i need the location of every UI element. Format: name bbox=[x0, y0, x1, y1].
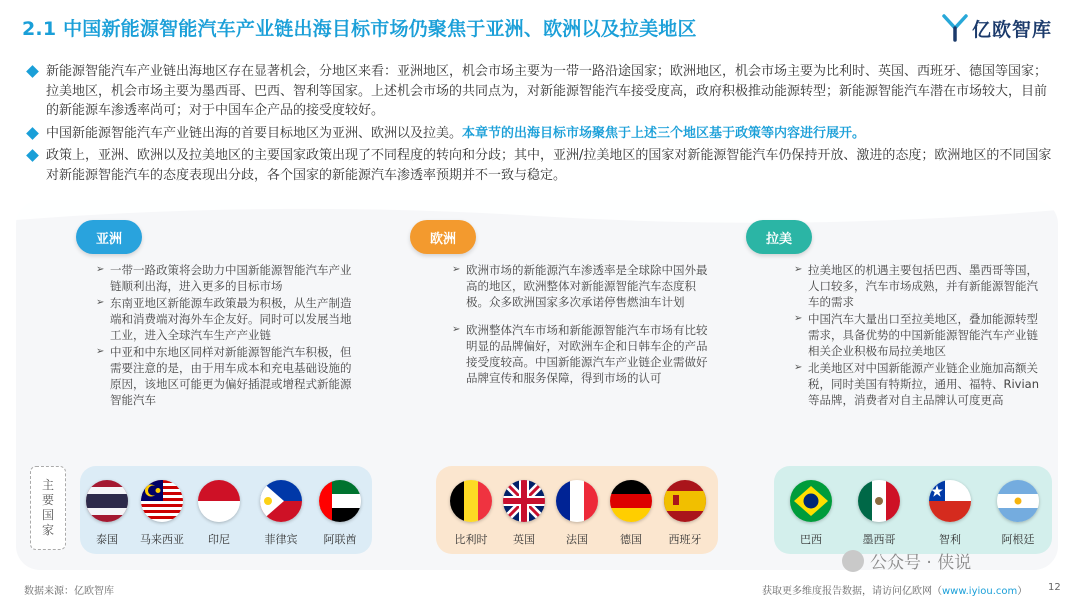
list-item: ➢ 东南亚地区新能源车政策最为积极，从生产制造端和消费端对海外车企友好。同时可以发展当地工业，进入全球汽车生产产业链 bbox=[96, 296, 352, 342]
germany-flag-icon bbox=[610, 480, 652, 522]
country-label: 泰国 bbox=[96, 533, 118, 546]
logo-text: 亿欧智库 bbox=[971, 18, 1052, 41]
country-label: 马来西亚 bbox=[140, 533, 184, 546]
bullet-item: 政策上，亚洲、欧洲以及拉美地区的主要国家政策出现了不同程度的转向和分歧；其中，亚洲/拉美地区的国家对新能源智能汽车仍保持开放、激进的态度；欧洲地区的不同国家对新能源智能汽车的态度表现出分歧，各个国家的新能源汽车渗透率预期并不一致与稳定。 bbox=[26, 146, 1056, 185]
argentina-flag-icon bbox=[997, 480, 1039, 522]
spain-flag-icon bbox=[664, 480, 706, 522]
bullet-item: 中国新能源智能汽车产业链出海的首要目标地区为亚洲、欧洲以及拉美。本章节的出海目标市场聚焦于上述三个地区基于政策等内容进行展开。 bbox=[26, 124, 1056, 144]
region-badge-europe: 欧洲 bbox=[410, 220, 476, 254]
country-label: 墨西哥 bbox=[862, 533, 896, 546]
wechat-signature: 公众号 · 侠说 bbox=[842, 548, 971, 573]
belgium-flag-icon bbox=[450, 480, 492, 522]
chile-flag-icon bbox=[929, 480, 971, 522]
arrow-icon: ➢ bbox=[452, 324, 461, 335]
arrow-icon: ➢ bbox=[794, 362, 803, 373]
diamond-bullet-icon bbox=[26, 127, 39, 140]
country-label: 法国 bbox=[566, 533, 588, 546]
footer-note: 获取更多维度报告数据，请访问亿欧网（www.iyiou.com） bbox=[762, 586, 1028, 597]
list-item: ➢ 一带一路政策将会助力中国新能源智能汽车产业链顺利出海，进入更多的目标市场 bbox=[96, 263, 352, 293]
malaysia-flag-icon bbox=[141, 480, 183, 522]
country-label: 西班牙 bbox=[668, 533, 702, 546]
country-label: 阿联酋 bbox=[323, 533, 357, 546]
country-label: 菲律宾 bbox=[264, 533, 298, 546]
arrow-icon: ➢ bbox=[96, 346, 105, 357]
country-label: 英国 bbox=[513, 533, 535, 546]
website-link[interactable]: www.iyiou.com bbox=[942, 586, 1018, 597]
page-number: 12 bbox=[1048, 582, 1061, 593]
diamond-bullet-icon bbox=[26, 65, 39, 78]
france-flag-icon bbox=[556, 480, 598, 522]
region-badge-latam: 拉美 bbox=[746, 220, 812, 254]
main-countries-label: 主 要 国 家 bbox=[30, 466, 66, 550]
latam-points bbox=[794, 262, 1042, 409]
region-badge-asia: 亚洲 bbox=[76, 220, 142, 254]
highlight-text: 本章节的出海目标市场聚焦于上述三个地区基于政策等内容进行展开。 bbox=[462, 125, 866, 141]
diamond-bullet-icon bbox=[26, 149, 39, 162]
arrow-icon: ➢ bbox=[794, 313, 803, 324]
list-item: ➢ 中亚和中东地区同样对新能源智能汽车积极，但需要注意的是，由于用车成本和充电基础设施的原因，该地区可能更为偏好插混或增程式新能源智能汽车 bbox=[96, 345, 352, 407]
country-label: 印尼 bbox=[208, 533, 230, 546]
page-title: 2.1 中国新能源智能汽车产业链出海目标市场仍聚焦于亚洲、欧洲以及拉美地区 bbox=[22, 18, 697, 40]
philippines-flag-icon bbox=[260, 480, 302, 522]
logo-icon bbox=[942, 14, 968, 42]
indonesia-flag-icon bbox=[198, 480, 240, 522]
europe-points bbox=[452, 262, 708, 387]
country-label: 德国 bbox=[620, 533, 642, 546]
list-item: ➢ 中国汽车大量出口至拉美地区，叠加能源转型需求，具备优势的中国新能源智能汽车产业链相关企业积极布局拉美地区 bbox=[794, 312, 1038, 358]
data-source: 数据来源：亿欧智库 bbox=[24, 586, 114, 597]
brazil-flag-icon bbox=[790, 480, 832, 522]
uk-flag-icon bbox=[503, 480, 545, 522]
mexico-flag-icon bbox=[858, 480, 900, 522]
uae-flag-icon bbox=[319, 480, 361, 522]
wechat-icon bbox=[842, 550, 864, 572]
bullet-item: 新能源智能汽车产业链出海地区存在显著机会，分地区来看：亚洲地区，机会市场主要为一带一路沿途国家；欧洲地区，机会市场主要为比利时、英国、西班牙、德国等国家；拉美地区，机会市场主要为墨西哥、巴西、智利等国家。上述机会市场的共同点为，对新能源智能汽车接受度高，政府积极推动能源转型；新能源智能汽车潜在市场较大，目前的新能源车渗透率尚可；对于中国车企产品的接受度较好。 bbox=[26, 62, 1056, 121]
thailand-flag-icon bbox=[86, 480, 128, 522]
wave-decoration bbox=[16, 200, 1058, 240]
country-label: 阿根廷 bbox=[1001, 533, 1035, 546]
list-item: ➢ 欧洲整体汽车市场和新能源智能汽车市场有比较明显的品牌偏好，对欧洲车企和日韩车企的产品接受度较高。中国新能源汽车产业链企业需做好品牌宣传和服务保障，得到市场的认可 bbox=[452, 323, 708, 385]
country-label: 巴西 bbox=[800, 533, 822, 546]
intro-bullets bbox=[26, 62, 1056, 188]
arrow-icon: ➢ bbox=[452, 264, 461, 275]
asia-points bbox=[96, 262, 362, 409]
list-item: ➢ 拉美地区的机遇主要包括巴西、墨西哥等国，人口较多，汽车市场成熟，并有新能源智能汽车的需求 bbox=[794, 263, 1038, 309]
arrow-icon: ➢ bbox=[794, 264, 803, 275]
brand-logo bbox=[942, 14, 1052, 42]
arrow-icon: ➢ bbox=[96, 297, 105, 308]
list-item: ➢ 欧洲市场的新能源汽车渗透率是全球除中国外最高的地区，欧洲整体对新能源智能汽车态度积极。众多欧洲国家多次承诺停售燃油车计划 bbox=[452, 263, 708, 309]
arrow-icon: ➢ bbox=[96, 264, 105, 275]
country-label: 智利 bbox=[939, 533, 961, 546]
country-label: 比利时 bbox=[454, 533, 488, 546]
list-item: ➢ 北美地区对中国新能源产业链企业施加高额关税，同时美国有特斯拉，通用、福特、Rivian等品牌，消费者对自主品牌认可度更高 bbox=[794, 361, 1040, 407]
